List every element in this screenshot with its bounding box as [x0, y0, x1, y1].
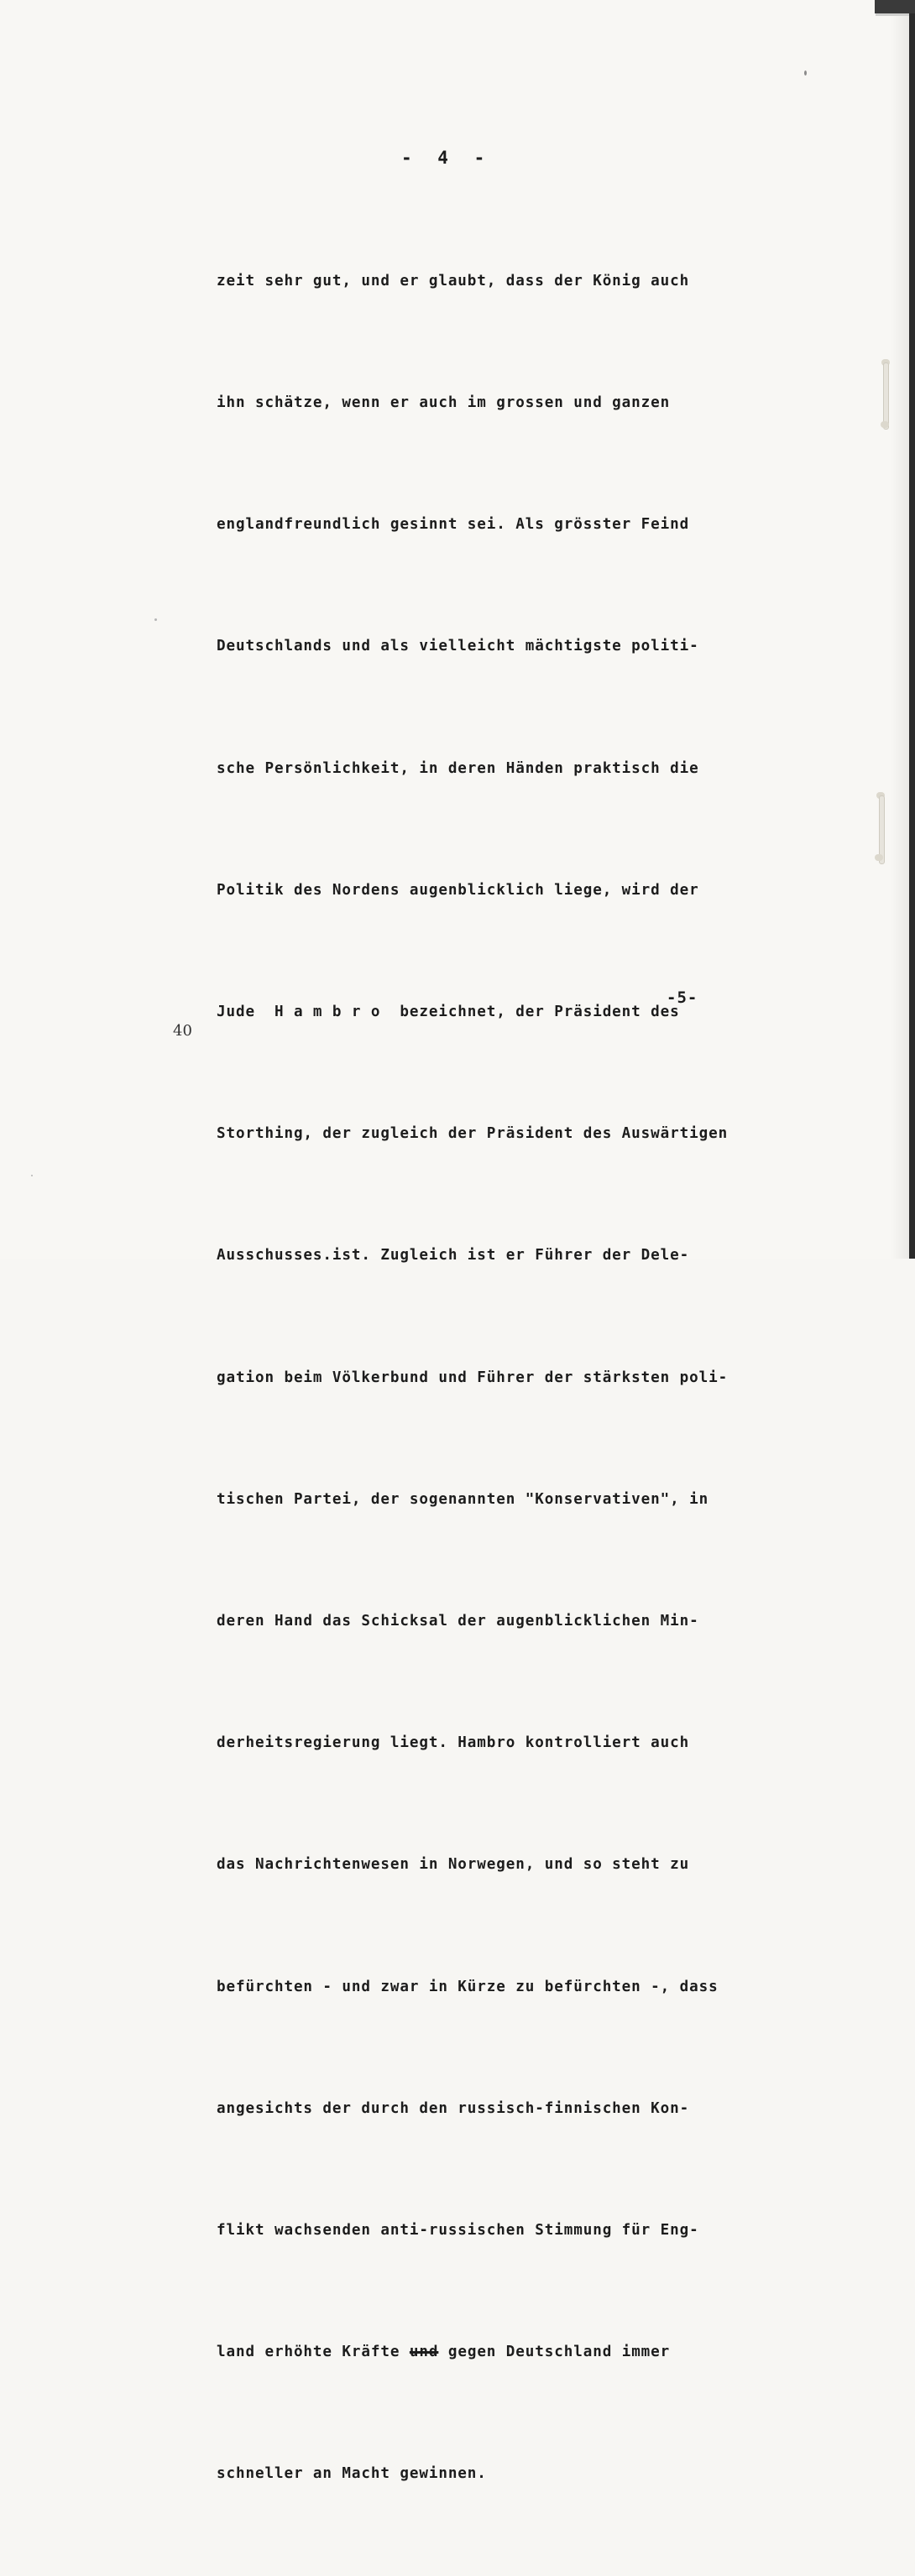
text-line: Storthing, der zugleich der Präsident des Auswärtigen: [217, 1125, 729, 1143]
archive-page-number: 40: [173, 1022, 192, 1040]
text-line: deren Hand das Schicksal der augenblicklichen Min-: [217, 1613, 699, 1630]
text-line: ihn schätze, wenn er auch im grossen und ganzen: [217, 394, 671, 412]
page-edge-shadow: [891, 0, 909, 1259]
text-line: derheitsregierung liegt. Hambro kontrolliert auch: [217, 1734, 690, 1752]
paper-speck: [31, 1175, 33, 1176]
text-segment: gegen Deutschland immer: [438, 2344, 671, 2361]
text-segment: land erhöhte Kräfte: [217, 2344, 410, 2361]
binding-knot: [875, 854, 883, 861]
text-line: angesichts der durch den russisch-finnischen Kon-: [217, 2099, 690, 2117]
text-line: englandfreundlich gesinnt sei. Als grösster Feind: [217, 516, 690, 534]
text-line: sche Persönlichkeit, in deren Händen praktisch die: [217, 759, 699, 777]
typewritten-text: [217, 180, 754, 2576]
binding-stitch: [883, 362, 889, 430]
scanner-frame-edge: [909, 0, 915, 1259]
text-line: befürchten - und zwar in Kürze zu befürchten -, dass: [217, 1978, 719, 1995]
text-line: das Nachrichtenwesen in Norwegen, und so steht zu: [217, 1856, 690, 1874]
text-line: Politik des Nordens augenblicklich liege, wird der: [217, 881, 699, 899]
paper-speck: [154, 618, 157, 621]
text-line: Deutschlands und als vielleicht mächtigste politi-: [217, 638, 699, 655]
text-line-with-strikeout: [217, 2332, 754, 2372]
page-number-header: - 4 -: [401, 148, 493, 168]
struck-out-word: und: [409, 2344, 439, 2361]
text-line: tischen Partei, der sogenannten "Konservativen", in: [217, 1490, 709, 1508]
text-line: flikt wachsenden anti-russischen Stimmung für Eng-: [217, 2222, 699, 2240]
scanner-frame-corner: [875, 0, 915, 13]
text-line: Jude H a m b r o bezeichnet, der Präsident des: [217, 1004, 680, 1021]
text-line: zeit sehr gut, und er glaubt, dass der König auch: [217, 272, 690, 289]
paper-speck: [804, 70, 807, 76]
text-line: gation beim Völkerbund und Führer der stärksten poli-: [217, 1369, 729, 1386]
scanner-frame-corner-inner: [876, 13, 909, 16]
next-page-marker: -5-: [667, 988, 698, 1007]
text-line: Ausschusses.ist. Zugleich ist er Führer der Dele-: [217, 1247, 690, 1265]
binding-knot: [881, 421, 889, 428]
text-line: schneller an Macht gewinnen.: [217, 2465, 487, 2483]
